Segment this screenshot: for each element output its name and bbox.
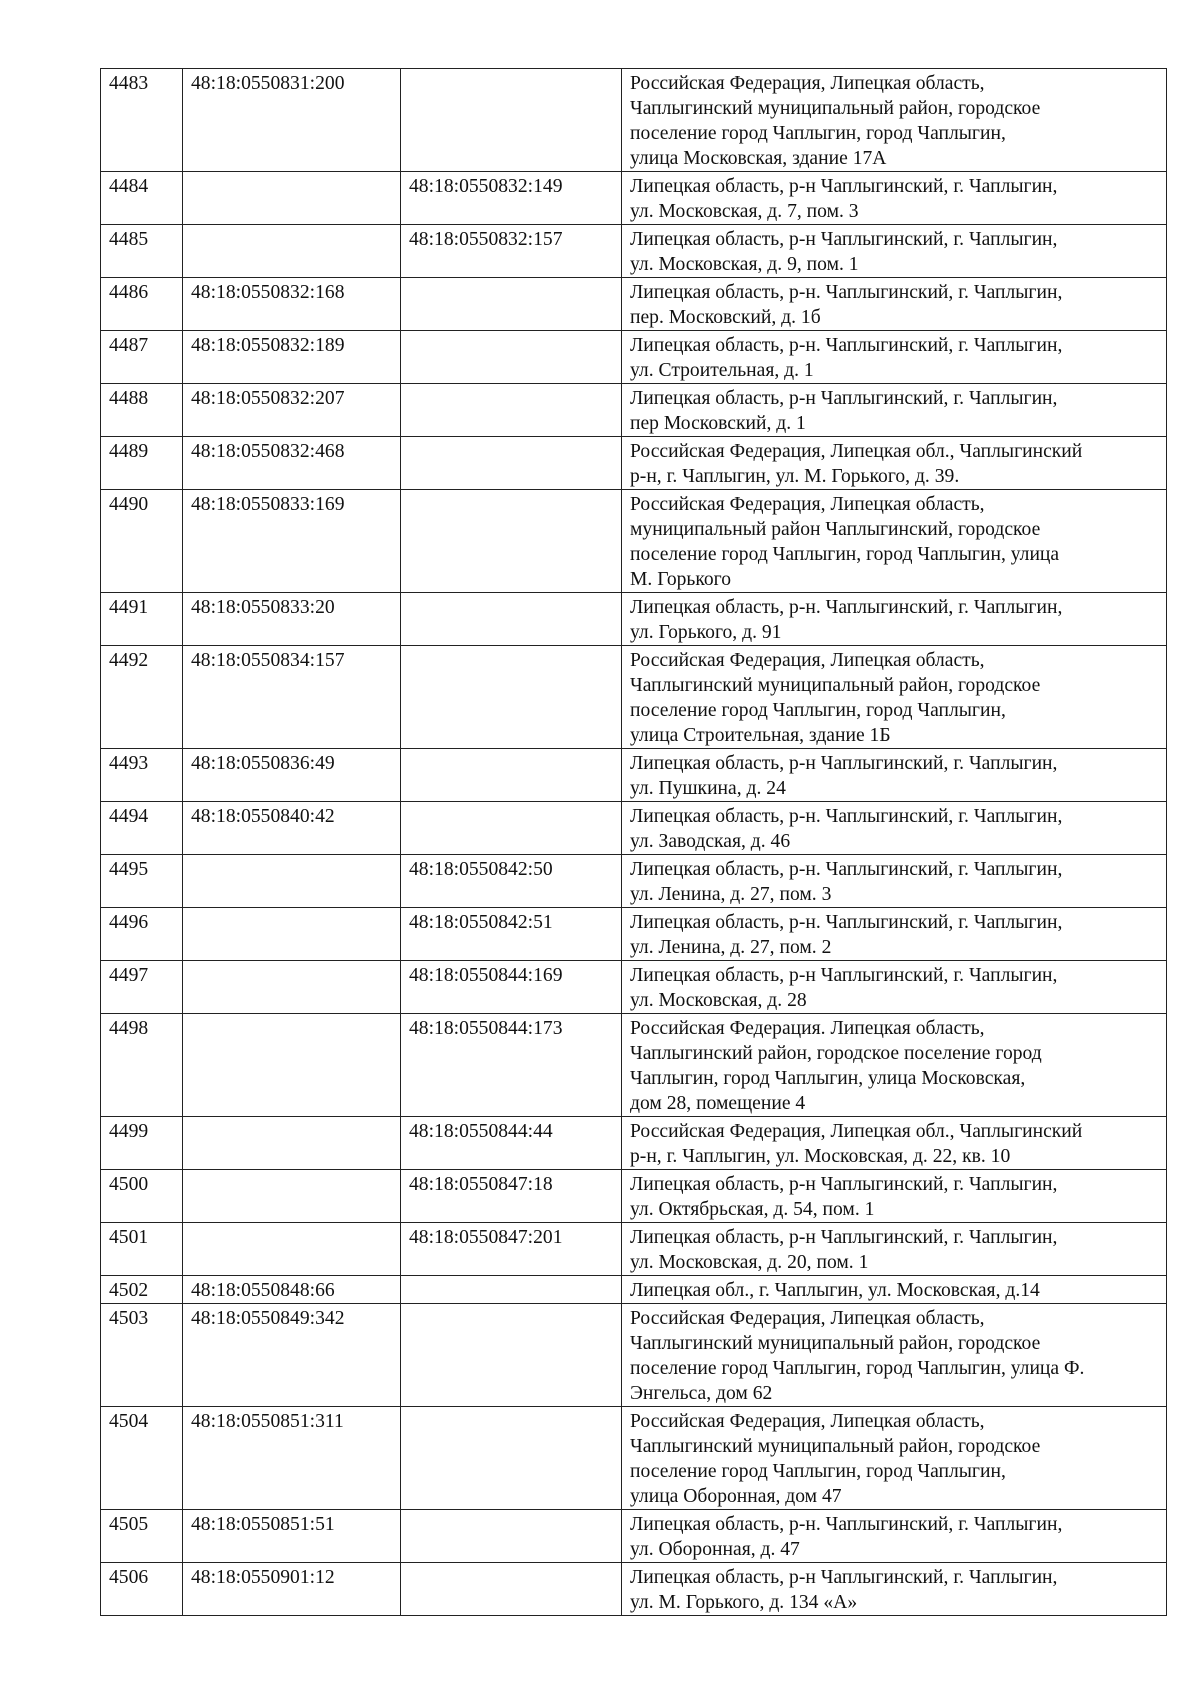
row-number-cell: 4503	[101, 1304, 183, 1407]
object-cadastral-number-cell	[401, 1563, 622, 1616]
land-cadastral-number-cell: 48:18:0550832:468	[183, 437, 401, 490]
address-cell: Липецкая обл., г. Чаплыгин, ул. Московская, д.14	[622, 1276, 1167, 1304]
land-cadastral-number-cell: 48:18:0550901:12	[183, 1563, 401, 1616]
object-cadastral-number-cell: 48:18:0550832:149	[401, 172, 622, 225]
address-cell: Липецкая область, р-н Чаплыгинский, г. Чаплыгин, ул. Октябрьская, д. 54, пом. 1	[622, 1170, 1167, 1223]
land-cadastral-number-cell	[183, 1170, 401, 1223]
row-number-cell: 4502	[101, 1276, 183, 1304]
land-cadastral-number-cell: 48:18:0550832:207	[183, 384, 401, 437]
object-cadastral-number-cell	[401, 749, 622, 802]
land-cadastral-number-cell: 48:18:0550834:157	[183, 646, 401, 749]
document-page	[100, 68, 1166, 1616]
object-cadastral-number-cell	[401, 278, 622, 331]
land-cadastral-number-cell: 48:18:0550840:42	[183, 802, 401, 855]
object-cadastral-number-cell: 48:18:0550847:201	[401, 1223, 622, 1276]
table-row	[101, 1117, 1167, 1170]
object-cadastral-number-cell	[401, 1407, 622, 1510]
table-row	[101, 1510, 1167, 1563]
address-cell: Липецкая область, р-н Чаплыгинский, г. Чаплыгин, пер Московский, д. 1	[622, 384, 1167, 437]
object-cadastral-number-cell	[401, 331, 622, 384]
row-number-cell: 4506	[101, 1563, 183, 1616]
land-cadastral-number-cell	[183, 225, 401, 278]
row-number-cell: 4500	[101, 1170, 183, 1223]
land-cadastral-number-cell: 48:18:0550832:189	[183, 331, 401, 384]
row-number-cell: 4504	[101, 1407, 183, 1510]
row-number-cell: 4494	[101, 802, 183, 855]
land-cadastral-number-cell	[183, 961, 401, 1014]
address-cell: Липецкая область, р-н Чаплыгинский, г. Чаплыгин, ул. Московская, д. 20, пом. 1	[622, 1223, 1167, 1276]
address-cell: Российская Федерация, Липецкая область, Чаплыгинский муниципальный район, городское поселение город Чаплыгин, город Чаплыгин, улица Московская, здание 17А	[622, 69, 1167, 172]
object-cadastral-number-cell: 48:18:0550844:173	[401, 1014, 622, 1117]
object-cadastral-number-cell	[401, 69, 622, 172]
object-cadastral-number-cell	[401, 1304, 622, 1407]
land-cadastral-number-cell: 48:18:0550832:168	[183, 278, 401, 331]
address-cell: Липецкая область, р-н Чаплыгинский, г. Чаплыгин, ул. Московская, д. 28	[622, 961, 1167, 1014]
row-number-cell: 4505	[101, 1510, 183, 1563]
table-row	[101, 69, 1167, 172]
object-cadastral-number-cell	[401, 490, 622, 593]
registry-table-body	[101, 69, 1167, 1616]
row-number-cell: 4489	[101, 437, 183, 490]
row-number-cell: 4488	[101, 384, 183, 437]
land-cadastral-number-cell: 48:18:0550836:49	[183, 749, 401, 802]
land-cadastral-number-cell	[183, 172, 401, 225]
row-number-cell: 4491	[101, 593, 183, 646]
table-row	[101, 1304, 1167, 1407]
object-cadastral-number-cell: 48:18:0550847:18	[401, 1170, 622, 1223]
land-cadastral-number-cell	[183, 1223, 401, 1276]
table-row	[101, 1407, 1167, 1510]
table-row	[101, 384, 1167, 437]
address-cell: Липецкая область, р-н. Чаплыгинский, г. Чаплыгин, ул. Заводская, д. 46	[622, 802, 1167, 855]
row-number-cell: 4498	[101, 1014, 183, 1117]
object-cadastral-number-cell	[401, 646, 622, 749]
row-number-cell: 4499	[101, 1117, 183, 1170]
object-cadastral-number-cell: 48:18:0550844:44	[401, 1117, 622, 1170]
row-number-cell: 4492	[101, 646, 183, 749]
land-cadastral-number-cell: 48:18:0550851:311	[183, 1407, 401, 1510]
land-cadastral-number-cell: 48:18:0550849:342	[183, 1304, 401, 1407]
table-row	[101, 437, 1167, 490]
object-cadastral-number-cell	[401, 802, 622, 855]
object-cadastral-number-cell	[401, 384, 622, 437]
table-row	[101, 593, 1167, 646]
row-number-cell: 4485	[101, 225, 183, 278]
table-row	[101, 278, 1167, 331]
address-cell: Российская Федерация, Липецкая обл., Чаплыгинский р-н, г. Чаплыгин, ул. М. Горького, д. 39.	[622, 437, 1167, 490]
address-cell: Российская Федерация, Липецкая область, Чаплыгинский муниципальный район, городское поселение город Чаплыгин, город Чаплыгин, улица Строительная, здание 1Б	[622, 646, 1167, 749]
address-cell: Российская Федерация. Липецкая область, Чаплыгинский район, городское поселение город Чаплыгин, город Чаплыгин, улица Московская, дом 28, помещение 4	[622, 1014, 1167, 1117]
object-cadastral-number-cell	[401, 1276, 622, 1304]
table-row	[101, 908, 1167, 961]
row-number-cell: 4501	[101, 1223, 183, 1276]
object-cadastral-number-cell: 48:18:0550842:50	[401, 855, 622, 908]
row-number-cell: 4493	[101, 749, 183, 802]
address-cell: Российская Федерация, Липецкая область, муниципальный район Чаплыгинский, городское поселение город Чаплыгин, город Чаплыгин, улица М. Горького	[622, 490, 1167, 593]
address-cell: Липецкая область, р-н Чаплыгинский, г. Чаплыгин, ул. Московская, д. 9, пом. 1	[622, 225, 1167, 278]
table-row	[101, 1170, 1167, 1223]
land-cadastral-number-cell: 48:18:0550851:51	[183, 1510, 401, 1563]
row-number-cell: 4497	[101, 961, 183, 1014]
table-row	[101, 961, 1167, 1014]
land-cadastral-number-cell	[183, 1014, 401, 1117]
address-cell: Липецкая область, р-н. Чаплыгинский, г. Чаплыгин, ул. Оборонная, д. 47	[622, 1510, 1167, 1563]
table-row	[101, 749, 1167, 802]
row-number-cell: 4486	[101, 278, 183, 331]
object-cadastral-number-cell: 48:18:0550844:169	[401, 961, 622, 1014]
row-number-cell: 4484	[101, 172, 183, 225]
address-cell: Липецкая область, р-н. Чаплыгинский, г. Чаплыгин, ул. Строительная, д. 1	[622, 331, 1167, 384]
object-cadastral-number-cell: 48:18:0550842:51	[401, 908, 622, 961]
land-cadastral-number-cell: 48:18:0550848:66	[183, 1276, 401, 1304]
table-row	[101, 490, 1167, 593]
object-cadastral-number-cell	[401, 593, 622, 646]
table-row	[101, 802, 1167, 855]
address-cell: Липецкая область, р-н Чаплыгинский, г. Чаплыгин, ул. Пушкина, д. 24	[622, 749, 1167, 802]
land-cadastral-number-cell: 48:18:0550833:169	[183, 490, 401, 593]
row-number-cell: 4495	[101, 855, 183, 908]
table-row	[101, 1223, 1167, 1276]
table-row	[101, 172, 1167, 225]
table-row	[101, 1563, 1167, 1616]
table-row	[101, 225, 1167, 278]
land-cadastral-number-cell	[183, 855, 401, 908]
address-cell: Российская Федерация, Липецкая область, Чаплыгинский муниципальный район, городское поселение город Чаплыгин, город Чаплыгин, улица Ф. Энгельса, дом 62	[622, 1304, 1167, 1407]
table-row	[101, 855, 1167, 908]
row-number-cell: 4483	[101, 69, 183, 172]
table-row	[101, 1014, 1167, 1117]
land-cadastral-number-cell: 48:18:0550833:20	[183, 593, 401, 646]
land-cadastral-number-cell	[183, 908, 401, 961]
address-cell: Липецкая область, р-н. Чаплыгинский, г. Чаплыгин, ул. Горького, д. 91	[622, 593, 1167, 646]
address-cell: Российская Федерация, Липецкая обл., Чаплыгинский р-н, г. Чаплыгин, ул. Московская, д. 22, кв. 10	[622, 1117, 1167, 1170]
address-cell: Липецкая область, р-н. Чаплыгинский, г. Чаплыгин, ул. Ленина, д. 27, пом. 3	[622, 855, 1167, 908]
land-cadastral-number-cell	[183, 1117, 401, 1170]
object-cadastral-number-cell	[401, 437, 622, 490]
address-cell: Российская Федерация, Липецкая область, Чаплыгинский муниципальный район, городское поселение город Чаплыгин, город Чаплыгин, улица Оборонная, дом 47	[622, 1407, 1167, 1510]
object-cadastral-number-cell	[401, 1510, 622, 1563]
address-cell: Липецкая область, р-н. Чаплыгинский, г. Чаплыгин, пер. Московский, д. 1б	[622, 278, 1167, 331]
table-row	[101, 331, 1167, 384]
address-cell: Липецкая область, р-н Чаплыгинский, г. Чаплыгин, ул. Московская, д. 7, пом. 3	[622, 172, 1167, 225]
address-cell: Липецкая область, р-н. Чаплыгинский, г. Чаплыгин, ул. Ленина, д. 27, пом. 2	[622, 908, 1167, 961]
table-row	[101, 646, 1167, 749]
address-cell: Липецкая область, р-н Чаплыгинский, г. Чаплыгин, ул. М. Горького, д. 134 «А»	[622, 1563, 1167, 1616]
object-cadastral-number-cell: 48:18:0550832:157	[401, 225, 622, 278]
row-number-cell: 4487	[101, 331, 183, 384]
row-number-cell: 4490	[101, 490, 183, 593]
land-cadastral-number-cell: 48:18:0550831:200	[183, 69, 401, 172]
row-number-cell: 4496	[101, 908, 183, 961]
table-row	[101, 1276, 1167, 1304]
registry-table	[100, 68, 1167, 1616]
